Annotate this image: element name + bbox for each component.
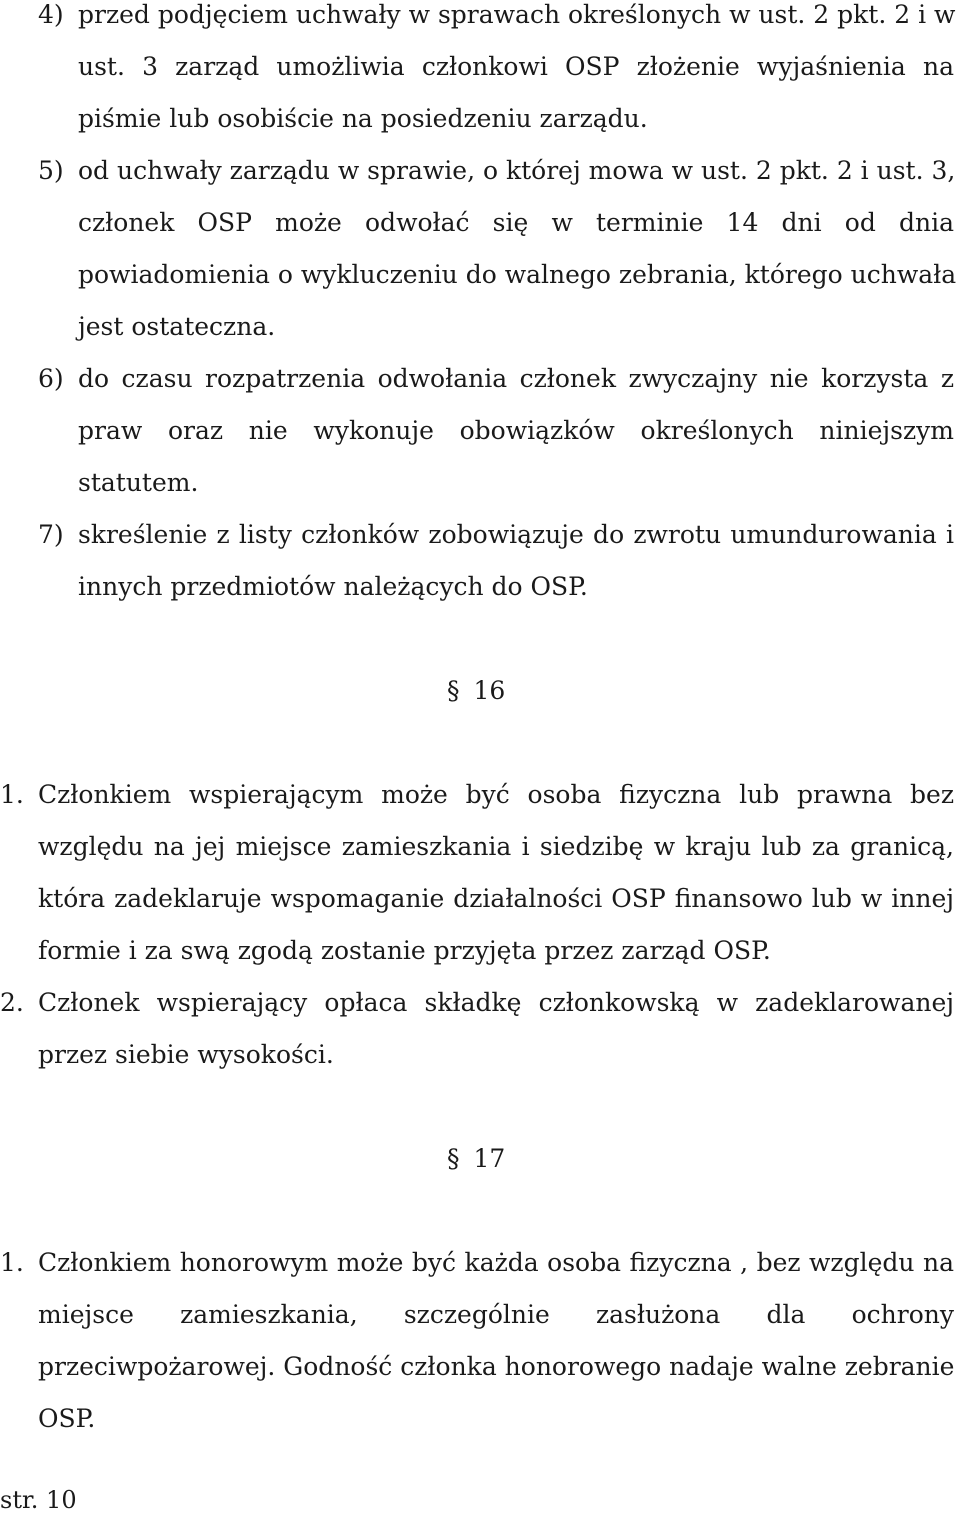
point-text-line: Członek wspierający opłaca składkę członkowską w zadeklarowanej bbox=[38, 988, 954, 1017]
section-heading-16 bbox=[447, 676, 505, 706]
list-item-text-line: praw oraz nie wykonuje obowiązków określonych niniejszym bbox=[78, 416, 954, 445]
point-text-line: Członkiem wspierającym może być osoba fizyczna lub prawna bez bbox=[38, 780, 954, 809]
page-number: str. 10 bbox=[0, 1486, 77, 1514]
point-text-line: OSP. bbox=[38, 1404, 96, 1433]
list-item-number: 7) bbox=[38, 520, 64, 549]
list-item-number: 6) bbox=[38, 364, 64, 393]
point-text-line: formie i za swą zgodą zostanie przyjęta przez zarząd OSP. bbox=[38, 936, 771, 965]
section-heading-17 bbox=[447, 1144, 505, 1174]
paragraph-sign: § bbox=[447, 1144, 460, 1173]
section-number: 16 bbox=[473, 676, 506, 705]
point-number: 2. bbox=[0, 988, 24, 1017]
list-item-text-line: od uchwały zarządu w sprawie, o której mowa w ust. 2 pkt. 2 i ust. 3, bbox=[78, 156, 956, 185]
point-text-line: miejsce zamieszkania, szczególnie zasłużona dla ochrony bbox=[38, 1300, 954, 1329]
point-text-line: przeciwpożarowej. Godność członka honorowego nadaje walne zebranie bbox=[38, 1352, 955, 1381]
point-number: 1. bbox=[0, 1248, 24, 1277]
list-item-text-line: piśmie lub osobiście na posiedzeniu zarządu. bbox=[78, 104, 648, 133]
list-item-text-line: do czasu rozpatrzenia odwołania członek zwyczajny nie korzysta z bbox=[78, 364, 954, 393]
point-number: 1. bbox=[0, 780, 24, 809]
point-text-line: względu na jej miejsce zamieszkania i siedzibę w kraju lub za granicą, bbox=[38, 832, 954, 861]
section-number: 17 bbox=[473, 1144, 506, 1173]
list-item-text-line: przed podjęciem uchwały w sprawach określonych w ust. 2 pkt. 2 i w bbox=[78, 0, 956, 29]
list-item-text-line: jest ostateczna. bbox=[78, 312, 276, 341]
list-item-text-line: skreślenie z listy członków zobowiązuje do zwrotu umundurowania i bbox=[78, 520, 954, 549]
list-item-text-line: powiadomienia o wykluczeniu do walnego zebrania, którego uchwała bbox=[78, 260, 957, 289]
list-item-text-line: innych przedmiotów należących do OSP. bbox=[78, 572, 588, 601]
list-item-number: 4) bbox=[38, 0, 64, 29]
point-text-line: przez siebie wysokości. bbox=[38, 1040, 334, 1069]
list-item-text-line: ust. 3 zarząd umożliwia członkowi OSP złożenie wyjaśnienia na bbox=[78, 52, 954, 81]
list-item-text-line: członek OSP może odwołać się w terminie 14 dni od dnia bbox=[78, 208, 954, 237]
point-text-line: Członkiem honorowym może być każda osoba fizyczna , bez względu na bbox=[38, 1248, 954, 1277]
point-text-line: która zadeklaruje wspomaganie działalności OSP finansowo lub w innej bbox=[38, 884, 954, 913]
paragraph-sign: § bbox=[447, 676, 460, 705]
list-item-number: 5) bbox=[38, 156, 64, 185]
list-item-text-line: statutem. bbox=[78, 468, 199, 497]
